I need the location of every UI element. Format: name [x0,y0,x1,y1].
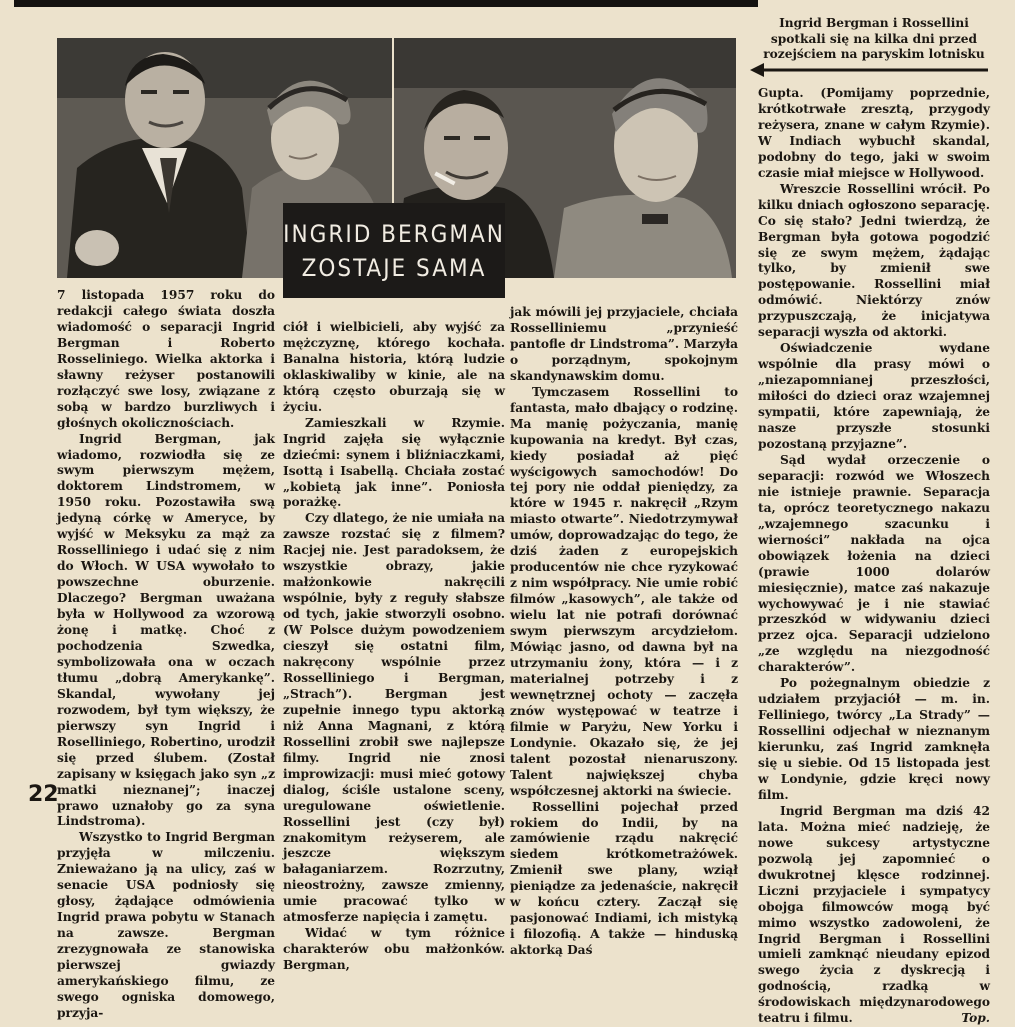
headline-line-1: INGRID BERGMAN [283,219,505,248]
paragraph: ciół i wielbicieli, aby wyjść za mężczyznę, którego kochała. Banalna historia, którą ludzie oklaskiwaliby w kinie, ale na którą często oburzają się w życiu. [283,320,505,414]
paragraph: Sąd wydał orzeczenie o separacji: rozwód we Włoszech nie istnieje prawnie. Separacja ta, oprócz teoretycznego nakazu „wzajemnego szacunku i wierności” nakłada na ojca obowiązek łożenia na dzieci (prawie 1000 dolarów miesięcznie), matce zaś nakazuje wychowywać je i nie stawiać przeszkód w widywaniu dzieci przez ojca. Separacji udzielono „ze względu na niezgodność charakterów”. [758,452,990,675]
headline [283,203,505,298]
paragraph: Gupta. (Pomijamy poprzednie, krótkotrwałe zresztą, przygody reżysera, znane w całym Rzymie). W Indiach wybuchł skandal, podobny do tego, jaki w swoim czasie miał miejsce w Hollywood. [758,86,990,180]
article-column-2 [283,320,505,974]
paragraph: Rossellini pojechał przed rokiem do Indii, by na zamówienie rządu nakręcić siedem krótkometrażówek. Zmienił swe plany, wziął pieniądze za jedenaście, nakręcił w końcu cztery. Zaczął się pasjonować Indiami, ich mistyką i filozofią. A także — hinduską aktorką Daś [510,799,738,958]
paragraph: Zamieszkali w Rzymie. Ingrid zajęła się wyłącznie dziećmi: synem i bliźniaczkami, Isottą i Isabellą. Chciała zostać „kobietą jak inne”. Poniosła porażkę. [283,415,505,510]
article-column-4 [758,86,990,1027]
top-rule [14,0,758,7]
paragraph: 7 listopada 1957 roku do redakcji całego świata doszła wiadomość o separacji Ingrid Bergman i Roberto Rosseliniego. Wielka aktorka i sławny reżyser postanowili rozłączyć swe losy, związane z sobą w bardzo burzliwych i głośnych okolicznościach. [57,288,275,430]
paragraph: Czy dlatego, że nie umiała na zawsze rozstać się z filmem? Racjej nie. Jest paradoksem, że wszystkie obrazy, jakie małżonkowie nakręcili wspólnie, były z reguły słabsze od tych, jakie stworzyli osobno. (W Polsce dużym powodzeniem cieszył się ostatni film, nakręcony wspólnie przez Rosselliniego i Bergman, „Strach”). Bergman jest zupełnie innego typu aktorką niż Anna Magnani, z którą Rossellini zrobił swe najlepsze filmy. Ingrid nie znosi improwizacji: musi mieć gotowy dialog, ściśle ustalone sceny, uregulowane oświetlenie. Rossellini jest (czy był) znakomitym reżyserem, ale jeszcze większym bałaganiarzem. Rozrzutny, nieostrożny, zawsze zmienny, umie pracować tylko w atmosferze napięcia i zamętu. [283,511,505,925]
paragraph: Tymczasem Rossellini to fantasta, mało dbający o rodzinę. Ma manię pożyczania, manię kupowania na kredyt. Był czas, kiedy posiadał aż pięć wyścigowych samochodów! Do tej pory nie oddał pieniędzy, za które w 1945 r. nakręcił „Rzym miasto otwarte”. Niedotrzymywał umów, doprowadzając do tego, że dziś żaden z europejskich producentów nie chce ryzykować z nim współpracy. Nie umie robić filmów „kasowych”, ale także od wielu lat nie potrafi dorównać swym pierwszym arcydziełom. Mówiąc jasno, od dawna był na utrzymaniu żony, która — i z materialnej potrzeby i z wewnętrznej ochoty — zaczęła znów występować w teatrze i filmie w Paryżu, New Yorku i Londynie. Okazało się, że jej talent pozostał nienaruszony. Talent największej chyba współczesnej aktorki na świecie. [510,384,738,798]
author-signature: Top. [961,1011,990,1026]
paragraph: Oświadczenie wydane wspólnie dla prasy mówi o „niezapomnianej przeszłości, miłości do dzieci oraz wzajemnej sympatii, które zapewniają, że nasze przyszłe stosunki pozostaną przyjazne”. [758,341,990,451]
article-column-1 [57,288,275,1022]
paragraph: Wreszcie Rossellini wrócił. Po kilku dniach ogłoszono separację. Co się stało? Jedni twierdzą, że Bergman była gotowa pogodzić się ze swym mężem, żądając tylko, by zmienił swe postępowanie. Rossellini miał odmówić. Niektórzy znów przypuszczają, że inicjatywa separacji wyszła od aktorki. [758,181,990,340]
paragraph [758,804,990,1027]
paragraph: Wszystko to Ingrid Bergman przyjęła w milczeniu. Znieważano ją na ulicy, zaś w senacie USA podniosły się głosy, żądające odmówienia Ingrid prawa pobytu w Stanach na zawsze. Bergman zrezygnowała ze stanowiska pierwszej gwiazdy amerykańskiego filmu, ze swego ogniska domowego, przyja- [57,830,275,1020]
paragraph: jak mówili jej przyjaciele, chciała Rosselliniemu „przynieść pantofle dr Lindstroma”. Marzyła o porządnym, spokojnym skandynawskim domu. [510,305,738,383]
headline-line-2: ZOSTAJE SAMA [301,253,487,282]
paragraph: Widać w tym różnice charakterów obu małżonków. Bergman, [283,926,505,973]
paragraph-text: Ingrid Bergman ma dziś 42 lata. Można mieć nadzieję, że nowe sukcesy artystyczne pozwolą jej zapomnieć o dwukrotnej klęsce rodzinnej. Liczni przyjaciele i sympatycy obojga filmowców mogą być mimo wszystko zadowoleni, że Ingrid Bergman i Rossellini umieli zamknąć nieudany epizod swego życia z dyskrecją i godnością, rzadką w środowiskach międzynarodowego teatru i filmu. [758,803,990,1026]
paragraph: Ingrid Bergman, jak wiadomo, rozwiodła się ze swym pierwszym mężem, doktorem Lindstromem, w 1950 roku. Pozostawiła swą jedyną córkę w Ameryce, by wyjść w Meksyku za mąż za Rosselliniego i udać się z nim do Włoch. W USA wywołało to powszechne oburzenie. Dlaczego? Bergman uważana była w Hollywood za wzorową żonę i matkę. Choć z pochodzenia Szwedka, symbolizowała ona w oczach tłumu „dobrą Amerykankę”. Skandal, wywołany jej rozwodem, był tym większy, że pierwszy syn Ingrid i Roselliniego, Robertino, urodził się przed ślubem. (Został zapisany w księgach jako syn „z matki nieznanej”; inaczej prawo uznałoby go za syna Lindstroma). [57,431,276,829]
paragraph: Po pożegnalnym obiedzie z udziałem przyjaciół — m. in. Felliniego, twórcy „La Strady” — Rossellini odjechał w nieznanym kierunku, zaś Ingrid zamknęła się u siebie. Od 15 listopada jest w Londynie, gdzie kręci nowy film. [758,676,990,802]
photo-caption: Ingrid Bergman i Rossellini spotkali się na kilka dni przed rozejściem na paryskim lotnisku [763,16,985,61]
page-number: 22 [28,782,59,807]
article-column-3 [510,305,738,959]
caption-arrow-icon [748,62,990,78]
